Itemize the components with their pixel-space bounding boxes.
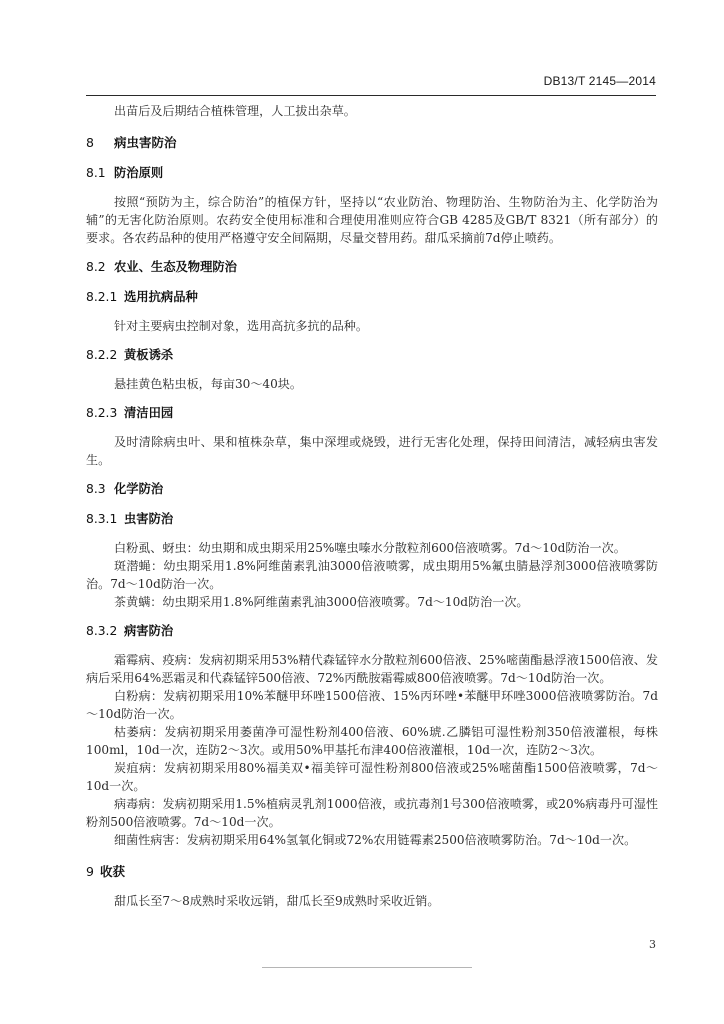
section-number: 8.2.2	[86, 348, 118, 362]
disease-paragraph: 枯萎病：发病初期采用萎菌净可湿性粉剂400倍液、60%琥.乙膦铝可湿性粉剂350倍液灌根，每株100ml，10d一次，连防2～3次。或用50%甲基托布津400倍液灌根，10d一次，连防2～3次。	[86, 725, 658, 757]
section-number: 8.3	[86, 482, 106, 496]
section-title: 黄板诱杀	[124, 348, 174, 362]
disease-paragraph: 细菌性病害：发病初期采用64%氢氧化铜或72%农用链霉素2500倍液喷雾防治。7d～10d一次。	[114, 833, 637, 847]
section-8-heading	[86, 133, 658, 153]
page-number: 3	[649, 938, 656, 951]
section-8-1-text: 按照“预防为主，综合防治”的植保方针，坚持以“农业防治、物理防治、生物防治为主、化学防治为辅”的无害化防治原则。农药安全使用标准和合理使用准则应符合GB 4285及GB/T 8321（所有部分）的要求。各农药品种的使用严格遵守安全间隔期，尽量交替用药。甜瓜采摘前7d停止喷药。	[86, 195, 658, 245]
section-8-3-2-heading	[86, 621, 658, 641]
standard-code: DB13/T 2145—2014	[543, 74, 656, 88]
section-title: 农业、生态及物理防治	[114, 260, 237, 274]
footer-rule	[262, 967, 472, 968]
section-number: 9	[86, 864, 94, 879]
intro-paragraph: 出苗后及后期结合植株管理，人工拔出杂草。	[114, 104, 356, 118]
pest-paragraph: 白粉虱、蚜虫：幼虫期和成虫期采用25%噻虫嗪水分散粒剂600倍液喷雾。7d～10d防治一次。	[114, 541, 626, 555]
section-8-2-3-heading	[86, 403, 658, 423]
section-number: 8.3.2	[86, 624, 118, 638]
section-8-2-2-text: 悬挂黄色粘虫板，每亩30～40块。	[114, 377, 302, 391]
section-title: 虫害防治	[124, 512, 174, 526]
pest-paragraph: 斑潜蝇：幼虫期采用1.8%阿维菌素乳油3000倍液喷雾，成虫期用5%氟虫腈悬浮剂3000倍液喷雾防治。7d～10d防治一次。	[86, 559, 658, 591]
disease-paragraph: 病毒病：发病初期采用1.5%植病灵乳剂1000倍液，或抗毒剂1号300倍液喷雾，或20%病毒丹可湿性粉剂500倍液喷雾。7d～10d一次。	[86, 797, 658, 829]
section-9-text: 甜瓜长至7～8成熟时采收远销，甜瓜长至9成熟时采收近销。	[114, 894, 440, 908]
section-8-3-heading	[86, 479, 658, 499]
section-8-2-2-heading	[86, 345, 658, 365]
section-8-2-3-text: 及时清除病虫叶、果和植株杂草，集中深埋或烧毁，进行无害化处理，保持田间清洁，减轻病虫害发生。	[86, 435, 658, 467]
disease-paragraph: 白粉病：发病初期采用10%苯醚甲环唑1500倍液、15%丙环唑•苯醚甲环唑3000倍液喷雾防治。7d～10d防治一次。	[86, 689, 658, 721]
section-title: 选用抗病品种	[124, 290, 198, 304]
disease-paragraph: 炭疽病：发病初期采用80%福美双•福美锌可湿性粉剂800倍液或25%嘧菌酯1500倍液喷雾，7d～10d一次。	[86, 761, 658, 793]
section-title: 病虫害防治	[114, 135, 177, 150]
section-title: 清洁田园	[124, 406, 174, 420]
section-9-heading	[86, 862, 658, 882]
section-title: 化学防治	[114, 482, 164, 496]
section-number: 8.2.3	[86, 406, 118, 420]
section-title: 收获	[100, 864, 126, 879]
section-number: 8.3.1	[86, 512, 118, 526]
header-rule	[86, 95, 656, 96]
section-8-3-1-heading	[86, 509, 658, 529]
section-title: 防治原则	[114, 166, 164, 180]
section-number: 8	[86, 135, 94, 150]
page-content	[86, 102, 658, 910]
section-8-2-1-text: 针对主要病虫控制对象，选用高抗多抗的品种。	[114, 319, 368, 333]
section-number: 8.2	[86, 260, 106, 274]
section-title: 病害防治	[124, 624, 174, 638]
section-8-1-heading	[86, 163, 658, 183]
section-number: 8.1	[86, 166, 106, 180]
disease-paragraph: 霜霉病、疫病：发病初期采用53%精代森锰锌水分散粒剂600倍液、25%嘧菌酯悬浮液1500倍液、发病后采用64%恶霜灵和代森锰锌500倍液、72%丙酰胺霜霉威800倍液喷雾。7d～10d防治一次。	[86, 653, 658, 685]
section-8-2-1-heading	[86, 287, 658, 307]
section-number: 8.2.1	[86, 290, 118, 304]
pest-paragraph: 茶黄螨：幼虫期采用1.8%阿维菌素乳油3000倍液喷雾。7d～10d防治一次。	[114, 595, 529, 609]
section-8-2-heading	[86, 257, 658, 277]
